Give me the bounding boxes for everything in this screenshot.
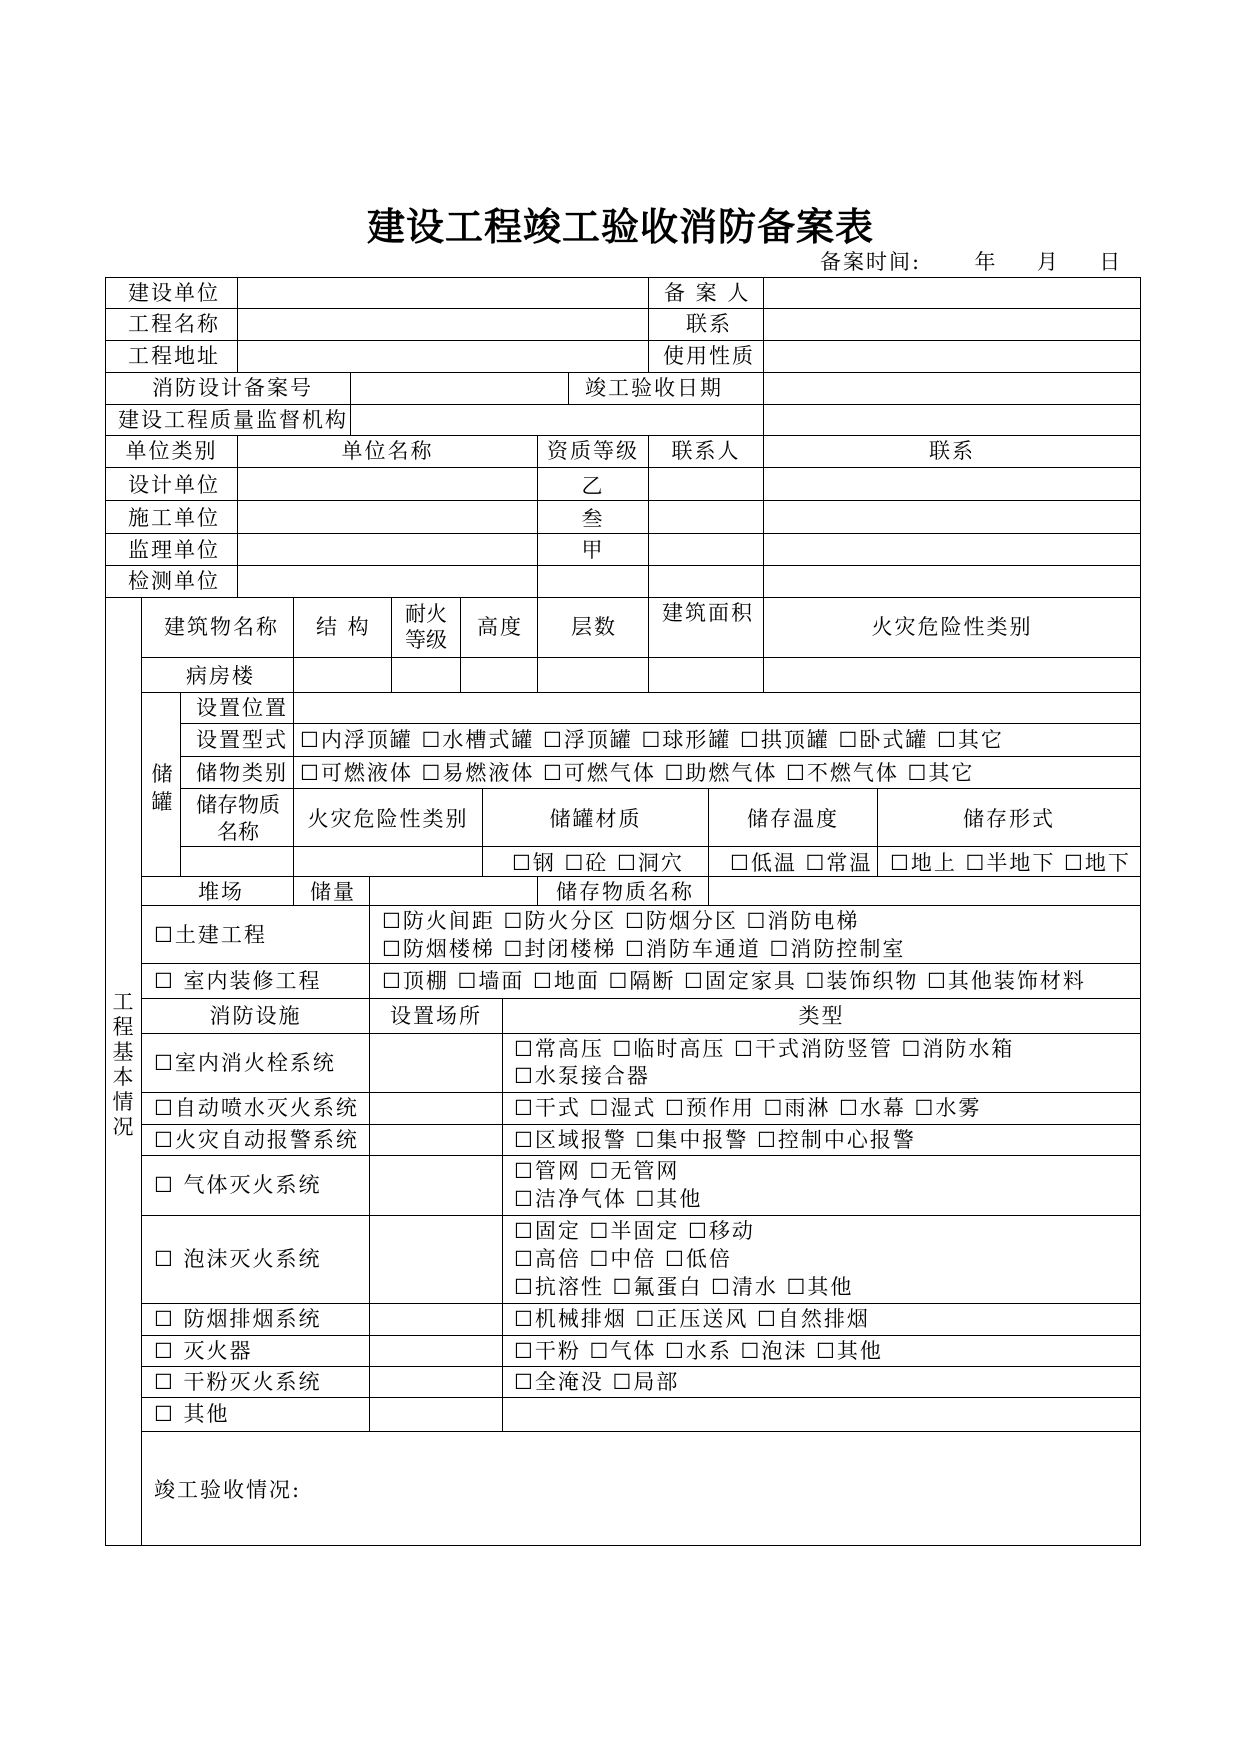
tank-label: 储罐 [151,762,173,814]
yard-amount-label: 储量 [310,880,356,904]
facility-extinguisher-options[interactable]: ☐干粉 ☐气体 ☐水系 ☐泡沫 ☐其他 [514,1339,883,1363]
facilities-header-facility: 消防设施 [209,1004,302,1028]
record-time-day: 日 [1099,250,1123,274]
table-row-grade: 甲 [581,538,605,562]
facility-powder-options[interactable]: ☐全淹没 ☐局部 [514,1370,680,1394]
usage-label: 使用性质 [663,344,755,368]
tank-material-name-label: 储存物质名称 [196,793,280,844]
facility-hydrant-checkbox[interactable]: ☐室内消火栓系统 [154,1051,336,1075]
facility-foam-options-1[interactable]: ☐固定 ☐半固定 ☐移动 [514,1219,755,1243]
facility-powder-checkbox[interactable]: ☐ 干粉灭火系统 [154,1370,322,1394]
build-unit-label: 建设单位 [128,281,220,305]
tank-material-options[interactable]: ☐钢 ☐砼 ☐洞穴 [512,851,684,875]
contact-field[interactable] [764,309,1140,340]
yard-label: 堆场 [198,880,244,904]
fire-design-no-field[interactable] [351,373,568,404]
facility-foam-options-2[interactable]: ☐高倍 ☐中倍 ☐低倍 [514,1247,732,1271]
civil-options-line2[interactable]: ☐防烟楼梯 ☐封闭楼梯 ☐消防车通道 ☐消防控制室 [382,937,906,961]
facility-smoke-options[interactable]: ☐机械排烟 ☐正压送风 ☐自然排烟 [514,1307,870,1331]
tank-location-field[interactable] [294,693,1140,723]
side-label-engineering-basics: 工程基本情况 [112,990,134,1139]
tank-type-label: 设置型式 [196,728,288,752]
filer-label: 备 案 人 [664,281,751,305]
buildings-header-name: 建筑物名称 [164,615,279,639]
facility-foam-checkbox[interactable]: ☐ 泡沫灭火系统 [154,1247,322,1271]
facilities-header-location: 设置场所 [390,1004,482,1028]
decoration-checkbox[interactable]: ☐ 室内装修工程 [154,969,322,993]
decoration-options[interactable]: ☐顶棚 ☐墙面 ☐地面 ☐隔断 ☐固定家具 ☐装饰织物 ☐其他装饰材料 [382,969,1086,993]
buildings-header-fire-rating: 耐火等级 [405,602,447,652]
table-row-type: 监理单位 [128,538,220,562]
tank-location-label: 设置位置 [196,696,288,720]
facility-gas-checkbox[interactable]: ☐ 气体灭火系统 [154,1173,322,1197]
yard-material-label: 储存物质名称 [556,880,694,904]
acceptance-label: 竣工验收情况: [154,1478,302,1502]
record-time-month: 月 [1036,250,1060,274]
buildings-header-area: 建筑面积 [662,601,754,625]
tank-type-options[interactable]: ☐内浮顶罐 ☐水槽式罐 ☐浮顶罐 ☐球形罐 ☐拱顶罐 ☐卧式罐 ☐其它 [300,728,1004,752]
buildings-header-height: 高度 [477,615,523,639]
facility-other-checkbox[interactable]: ☐ 其他 [154,1402,230,1426]
quality-supervision-label: 建设工程质量监督机构 [118,408,348,432]
units-header-grade: 资质等级 [547,439,639,463]
buildings-header-structure: 结 构 [316,615,371,639]
project-address-label: 工程地址 [128,344,220,368]
units-header-name: 单位名称 [341,439,434,463]
civil-options-line1[interactable]: ☐防火间距 ☐防火分区 ☐防烟分区 ☐消防电梯 [382,909,860,933]
table-row-grade: 叁 [581,507,605,531]
units-header-contact-person: 联系人 [671,439,741,463]
contact-label: 联系 [686,312,732,336]
project-address-field[interactable] [238,341,648,372]
units-header-contact: 联系 [929,439,975,463]
civil-engineering-checkbox[interactable]: ☐土建工程 [154,923,267,947]
acceptance-date-field[interactable] [764,373,1140,404]
units-header-type: 单位类别 [125,439,218,463]
project-name-label: 工程名称 [128,312,220,336]
facility-alarm-checkbox[interactable]: ☐火灾自动报警系统 [154,1128,359,1152]
record-time-label: 备案时间: [820,250,922,274]
table-row-type: 施工单位 [128,506,220,530]
table-row-building-name: 病房楼 [186,664,255,688]
tank-form-label: 储存形式 [963,807,1055,831]
facility-foam-options-3[interactable]: ☐抗溶性 ☐氟蛋白 ☐清水 ☐其他 [514,1275,854,1299]
build-unit-field[interactable] [238,278,648,308]
tank-storage-options[interactable]: ☐可燃液体 ☐易燃液体 ☐可燃气体 ☐助燃气体 ☐不燃气体 ☐其它 [300,761,975,785]
facility-gas-options-1[interactable]: ☐管网 ☐无管网 [514,1159,680,1183]
facility-sprinkler-options[interactable]: ☐干式 ☐湿式 ☐预作用 ☐雨淋 ☐水幕 ☐水雾 [514,1096,982,1120]
page-title: 建设工程竣工验收消防备案表 [366,205,874,249]
tank-storage-label: 储物类别 [196,761,288,785]
record-time-year: 年 [974,250,998,274]
table-row-type: 设计单位 [128,473,220,497]
buildings-header-hazard: 火灾危险性类别 [871,615,1033,639]
filer-field[interactable] [764,278,1140,308]
acceptance-date-label: 竣工验收日期 [585,376,723,400]
facility-sprinkler-checkbox[interactable]: ☐自动喷水灭火系统 [154,1096,359,1120]
tank-temp-options[interactable]: ☐低温 ☐常温 [730,851,873,875]
facility-smoke-checkbox[interactable]: ☐ 防烟排烟系统 [154,1307,322,1331]
facility-alarm-options[interactable]: ☐区域报警 ☐集中报警 ☐控制中心报警 [514,1128,916,1152]
facility-hydrant-options-2[interactable]: ☐水泵接合器 [514,1064,650,1088]
facility-hydrant-options-1[interactable]: ☐常高压 ☐临时高压 ☐干式消防竖管 ☐消防水箱 [514,1037,1015,1061]
table-row-grade: 乙 [581,474,605,498]
tank-hazard-label: 火灾危险性类别 [307,807,469,831]
facility-extinguisher-checkbox[interactable]: ☐ 灭火器 [154,1339,253,1363]
table-row-type: 检测单位 [128,569,220,593]
tank-form-options[interactable]: ☐地上 ☐半地下 ☐地下 [890,851,1131,875]
tank-temperature-label: 储存温度 [747,807,839,831]
facilities-header-type: 类型 [798,1004,845,1028]
usage-field[interactable] [764,341,1140,372]
buildings-header-floors: 层数 [571,615,617,639]
acceptance-field[interactable] [142,1432,1140,1545]
facility-gas-options-2[interactable]: ☐洁净气体 ☐其他 [514,1187,703,1211]
fire-design-no-label: 消防设计备案号 [152,376,313,400]
tank-tank-material-label: 储罐材质 [549,807,642,831]
project-name-field[interactable] [238,309,648,340]
quality-supervision-field[interactable] [351,405,1140,435]
